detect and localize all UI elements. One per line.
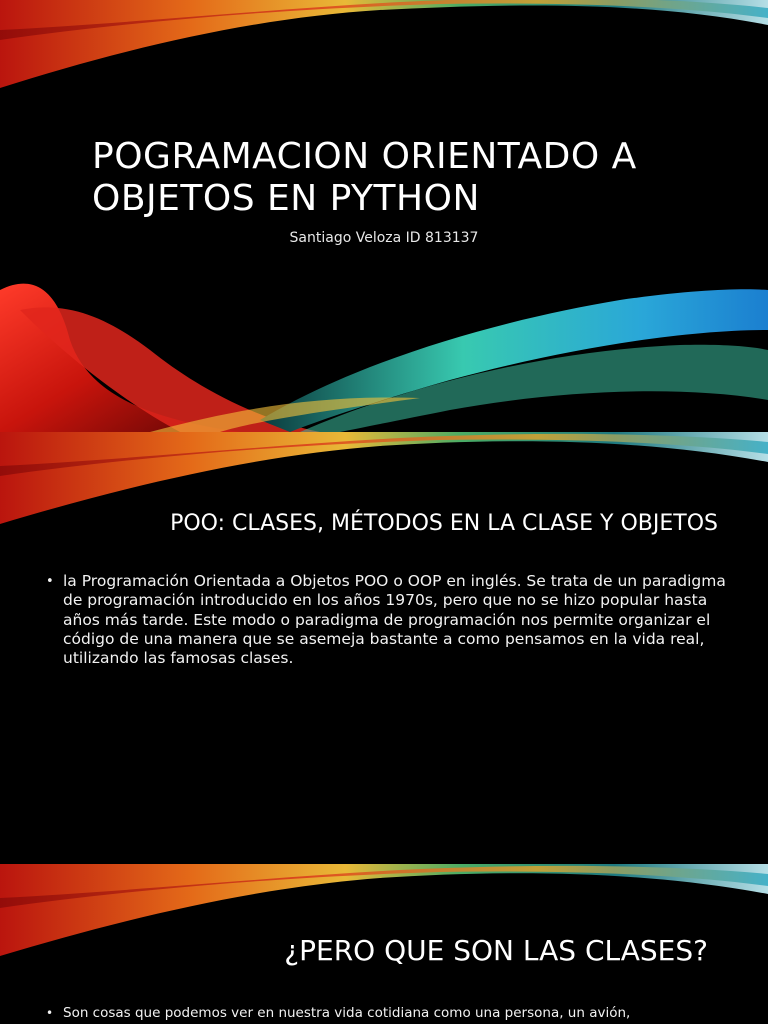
bullet-list: [46, 1004, 746, 1022]
slide-title: POO: CLASES, MÉTODOS EN LA CLASE Y OBJETOS: [170, 511, 718, 536]
slide-title: ¿PERO QUE SON LAS CLASES?: [284, 934, 708, 967]
list-item: • Son cosas que podemos ver en nuestra vida cotidiana como una persona, un avión,: [46, 1004, 746, 1022]
slide-subtitle: Santiago Veloza ID 813137: [289, 230, 479, 246]
content-slide-poo: [0, 432, 768, 864]
slide-title: POGRAMACION ORIENTADO A OBJETOS EN PYTHON: [92, 136, 637, 219]
title-slide: [0, 0, 768, 432]
content-slide-clases: [0, 864, 768, 1024]
list-item: • la Programación Orientada a Objetos POO o OOP en inglés. Se trata de un paradigma de programación introducido en los años 1970s, pero que no se hizo popular hasta años más tarde. Este modo o paradigma de programación nos permite organizar el código de una manera que se asemeja bastante a como pensamos en la vida real, utilizando las famosas clases.: [46, 572, 726, 668]
bullet-list: [46, 572, 726, 668]
